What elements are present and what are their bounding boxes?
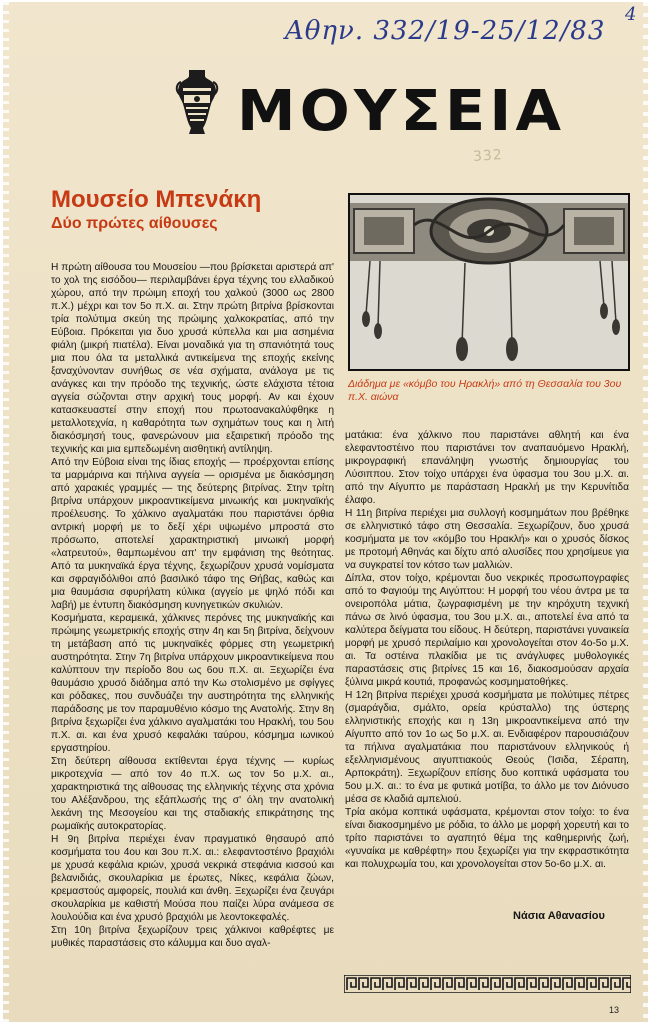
handwritten-page-mark: 4	[625, 4, 637, 25]
meander-unit	[395, 978, 404, 990]
paragraph: Η 11η βιτρίνα περιέχει μια συλλογή κοσμημάτων που βρέθηκε σε ελληνιστικό τάφο στη Θεσσαλία. Ξεχωρίζουν, δυο χρυσά κοσμήματα με τον «κόμβο του Ηρακλή» και ο χρυσός δίσκος με προτομή Αθηνάς και δίχτυ από αλυσίδες που χρησίμευε για να συγκρατεί τον κότσο των μαλλιών.	[345, 508, 629, 571]
paragraph: Τρία ακόμα κοπτικά υφάσματα, κρέμονται στον τοίχο: το ένα είναι διακοσμημένο με ρόδια, το άλλο με μορφή χορευτή και το τρίτο παριστάνει το αγαπητό θέμα της καθημερινής ζωή, «γυναίκα με καθρέφτη» που ξεχωρίζει για την εκφραστικότητα και πολυχρωμία του, και χρονολογείται στον 5ο-6ο μ.Χ. αι.	[345, 807, 629, 870]
meander-unit	[359, 978, 368, 990]
meander-unit	[419, 978, 428, 990]
section-masthead: ΜΟΥΣΕΙΑ	[237, 79, 566, 144]
article-subtitle: Δύο πρώτες αίθουσες	[51, 215, 218, 232]
article-column-left	[51, 261, 334, 1016]
amphora-logo-icon	[175, 68, 219, 140]
meander-unit	[515, 978, 524, 990]
newspaper-page	[3, 2, 648, 1022]
meander-unit	[611, 978, 620, 990]
article-title: Μουσείο Μπενάκη	[51, 186, 262, 213]
meander-unit	[539, 978, 548, 990]
meander-unit	[467, 978, 476, 990]
paragraph: Η 9η βιτρίνα περιέχει έναν πραγματικό θησαυρό από κοσμήματα του 4ου και 3ου π.Χ. αι.: ελεφαντοστέινο βραχιόλι με χρυσά κεφάλια κριών, χρυσά νεκρικά στεφάνια κισσού και βελανιδιάς, σκουλαρίκια με έρωτες, Νίκες, κεφάλια ζώων, κρεμαστούς αμφορείς, πουλιά και άνθη. Ξεχωρίζει ένα ζευγάρι σκουλαρίκια με καθιστή Μούσα που παίζει λύρα ανάμεσα σε λουλούδια και ένα χρυσό βραχιόλι με λεοντοκεφαλές.	[51, 834, 334, 923]
handwritten-reference: Αθην. 332/19-25/12/83	[285, 16, 606, 46]
meander-unit	[347, 978, 356, 990]
greek-key-border	[344, 975, 631, 993]
paragraph: Από την Εύβοια είναι της ίδιας εποχής — προέρχονται επίσης τα μαρμάρινα και πήλινα αγγεία — ορισμένα με διακόσμηση από χαρακιές γραμμές — της δεύτερης βιτρίνας. Στην τρίτη βιτρίνα υπάρχουν μικροαντικείμενα μινωικής και μυκηναϊκής προέλευσης. Το χάλκινο αγαλματάκι που παριστάνει όρθια αντρική μορφή με το δεξί χέρι υψωμένο μπροστά στο πρόσωπο, αποτελεί χαρακτηριστική μινωική μορφή «λατρευτού», θαμπωμένου απ' την εμφάνιση της θεότητας. Από τα μυκηναϊκά έργα τέχνης, ξεχωρίζουν χρυσά νομίσματα και σφραγιδόλιθοι από βασιλικό τάφο της Θήβας, καθώς και μια θαυμάσια σφυρήλατη κύλικα (αγγείο με ψηλό πόδι και λαβή) με έντυπη διακόσμηση κυνηγετικών σκυλιών.	[51, 457, 334, 611]
faded-stamp: 332	[472, 146, 504, 166]
meander-unit	[551, 978, 560, 990]
article-column-right	[345, 429, 629, 889]
diadem-image	[350, 195, 628, 369]
meander-unit	[371, 978, 380, 990]
meander-unit	[575, 978, 584, 990]
meander-unit	[503, 978, 512, 990]
meander-unit	[479, 978, 488, 990]
page-number: 13	[609, 1005, 620, 1015]
meander-unit	[407, 978, 416, 990]
meander-unit	[527, 978, 536, 990]
meander-unit	[563, 978, 572, 990]
photo-caption: Διάδημα με «κόμβο του Ηρακλή» από τη Θεσσαλία του 3ου π.Χ. αιώνα	[348, 378, 622, 403]
paragraph: Κοσμήματα, κεραμεικά, χάλκινες περόνες της μυκηναϊκής και πρώιμης γεωμετρικής εποχής στην 4η και 5η βιτρίνα, δείχνουν τη μετάβαση από τις μυκηναϊκές φόρμες στη γεωμετρική αυστηρότητα. Στην 7η βιτρίνα υπάρχουν μικροαντικείμενα που καλύπτουν την περίοδο 8ου ως 6ου π.Χ. αι. Ξεχωρίζει ένα θαυμάσιο χρυσό διάδημα από την Κω στολισμένο με σφίγγες και ρόδακες, που συνδυάζει την αυστηρότητα της ελληνικής παράδοσης με τον παραμυθένιο κόσμο της Ανατολής. Στην 8η βιτρίνα ξεχωρίζει ένα χάλκινο αγαλματάκι του Ηρακλή, του 5ου π.Χ. αι. και ένα χρυσό κεφαλάκι ταύρου, κόσμημα ιωνικού εργαστηρίου.	[51, 613, 334, 754]
paragraph: Η 12η βιτρίνα περιέχει χρυσά κοσμήματα με πολύτιμες πέτρες (σμαράγδια, σμάλτο, ορεία κρύσταλλο) της ύστερης ελληνιστικής εποχής και η 13η μικροαντικείμενα από την Αίγυπτο από τον 1ο ως 5ο μ.Χ. αι. Ενδιαφέρον παρουσιάζουν τα πήλινα αγαλματάκια που παριστάνουν ελληνικούς ή εξελληνισμένους αιγυπτιακούς Θεούς (Ίσιδα, Σέραπη, Αρποκράτη). Ξεχωρίζουν επίσης δυο κοπτικά υφάσματα του 5ου μ.Χ. αι.: το ένα με φυτικά μοτίβα, το άλλο με τον Διόνυσο μέσα σε κλαδιά αμπελιού.	[345, 690, 629, 805]
diadem-photo	[348, 193, 630, 371]
meander-unit	[599, 978, 608, 990]
paragraph: Δίπλα, στον τοίχο, κρέμονται δυο νεκρικές προσωπογραφίες από το Φαγιούμ της Αιγύπτου: Η μορφή του νέου άντρα με τα ονειροπόλα μάτια, ζωγραφισμένη με την κηρόχυτη τεχνική πάνω σε λινό ύφασμα, του 3ου μ.Χ. αι., αποτελεί ένα από τα καλύτερα δείγματα του είδους. Η δεύτερη, παριστάνει γυναικεία μορφή με χρυσό περιλαίμιο και χρονολογείται στον 4ο-5ο μ.Χ. αι. Τα οστέινα πλακίδια με τις ανάγλυφες μυθολογικές παραστάσεις στις βιτρίνες 15 και 16, διακοσμούσαν αρχαία ξύλινα μικρά κουτιά, προφανώς κοσμηματοθήκες.	[345, 573, 629, 688]
author-byline: Νάσια Αθανασίου	[513, 910, 605, 922]
meander-unit	[491, 978, 500, 990]
paragraph: ματάκια: ένα χάλκινο που παριστάνει αθλητή και ένα ελεφαντοστέινο που παριστάνει τον αναπαυόμενο Ηρακλή, μικρογραφική επανάληψη γνωστής δημιουργίας του Λύσιππου. Στον τοίχο υπάρχει ένα ύφασμα του 3ου μ.Χ. αι. από την Αίγυπτο με παράσταση Ηρακλή με την Κερυνίτιδα έλαφο.	[345, 430, 629, 506]
meander-unit	[431, 978, 440, 990]
meander-unit	[455, 978, 464, 990]
meander-unit	[383, 978, 392, 990]
torn-edge-right	[643, 2, 648, 1022]
meander-unit	[443, 978, 452, 990]
meander-unit	[623, 978, 631, 990]
paragraph: Η πρώτη αίθουσα του Μουσείου —που βρίσκεται αριστερά απ' το χολ της εισόδου— περιλαμβάνει έργα τέχνης του ελλαδικού χώρου, από την πρώιμη εποχή του χαλκού (3000 ως 2800 π.Χ.) μέχρι και τον 5ο π.Χ. αι. Στην πρώτη βιτρίνα βρίσκονται τρία πολύτιμα σκεύη της πρώιμης χαλκοκρατίας, από την Εύβοια. Πρόκειται για δυο χρυσά κύπελλα και μια ασημένια φιάλη (μικρή πιατέλα). Είναι μοναδικά για τη σπανιότητά τους μια που όλα τα μεταλλικά αντικείμενα της εποχής εκείνης ξαναχύνονταν συνήθως σε νέα σχήματα, ανάλογα με τις ανάγκες και την πρόοδο της τεχνικής, ώστε ελάχιστα τέτοια αγγεία σώζονται στην αρχική τους μορφή. Αν και έχουν κατασκευαστεί στην εποχή που πρωτοανακαλύφθηκε η μεταλλοτεχνία, η καθαρότητα των σχημάτων τους και η λιτή διακόσμησή τους, φανερώνουν μια εξαιρετική πρόοδο της τεχνικής και μια εμπεδωμένη αισθητική αντίληψη.	[51, 262, 334, 455]
paragraph: Στη δεύτερη αίθουσα εκτίθενται έργα τέχνης — κυρίως μικροτεχνία — από τον 4ο π.Χ. ως τον 5ο μ.Χ. αι., χαρακτηριστικά της αίθουσας της ελληνικής τέχνης στα χρόνια του Αλέξανδρου, της εξάπλωσής της σ' όλη την ανατολική λεκάνη της Μεσογείου και της σταδιακής επικράτησης της ρωμαϊκής αυτοκρατορίας.	[51, 756, 334, 832]
paragraph: Στη 10η βιτρίνα ξεχωρίζουν τρεις χάλκινοι καθρέφτες με μυθικές παραστάσεις στο κάλυμμα και δυο αγαλ-	[51, 925, 334, 949]
torn-edge-left	[3, 2, 9, 1022]
meander-unit	[587, 978, 596, 990]
